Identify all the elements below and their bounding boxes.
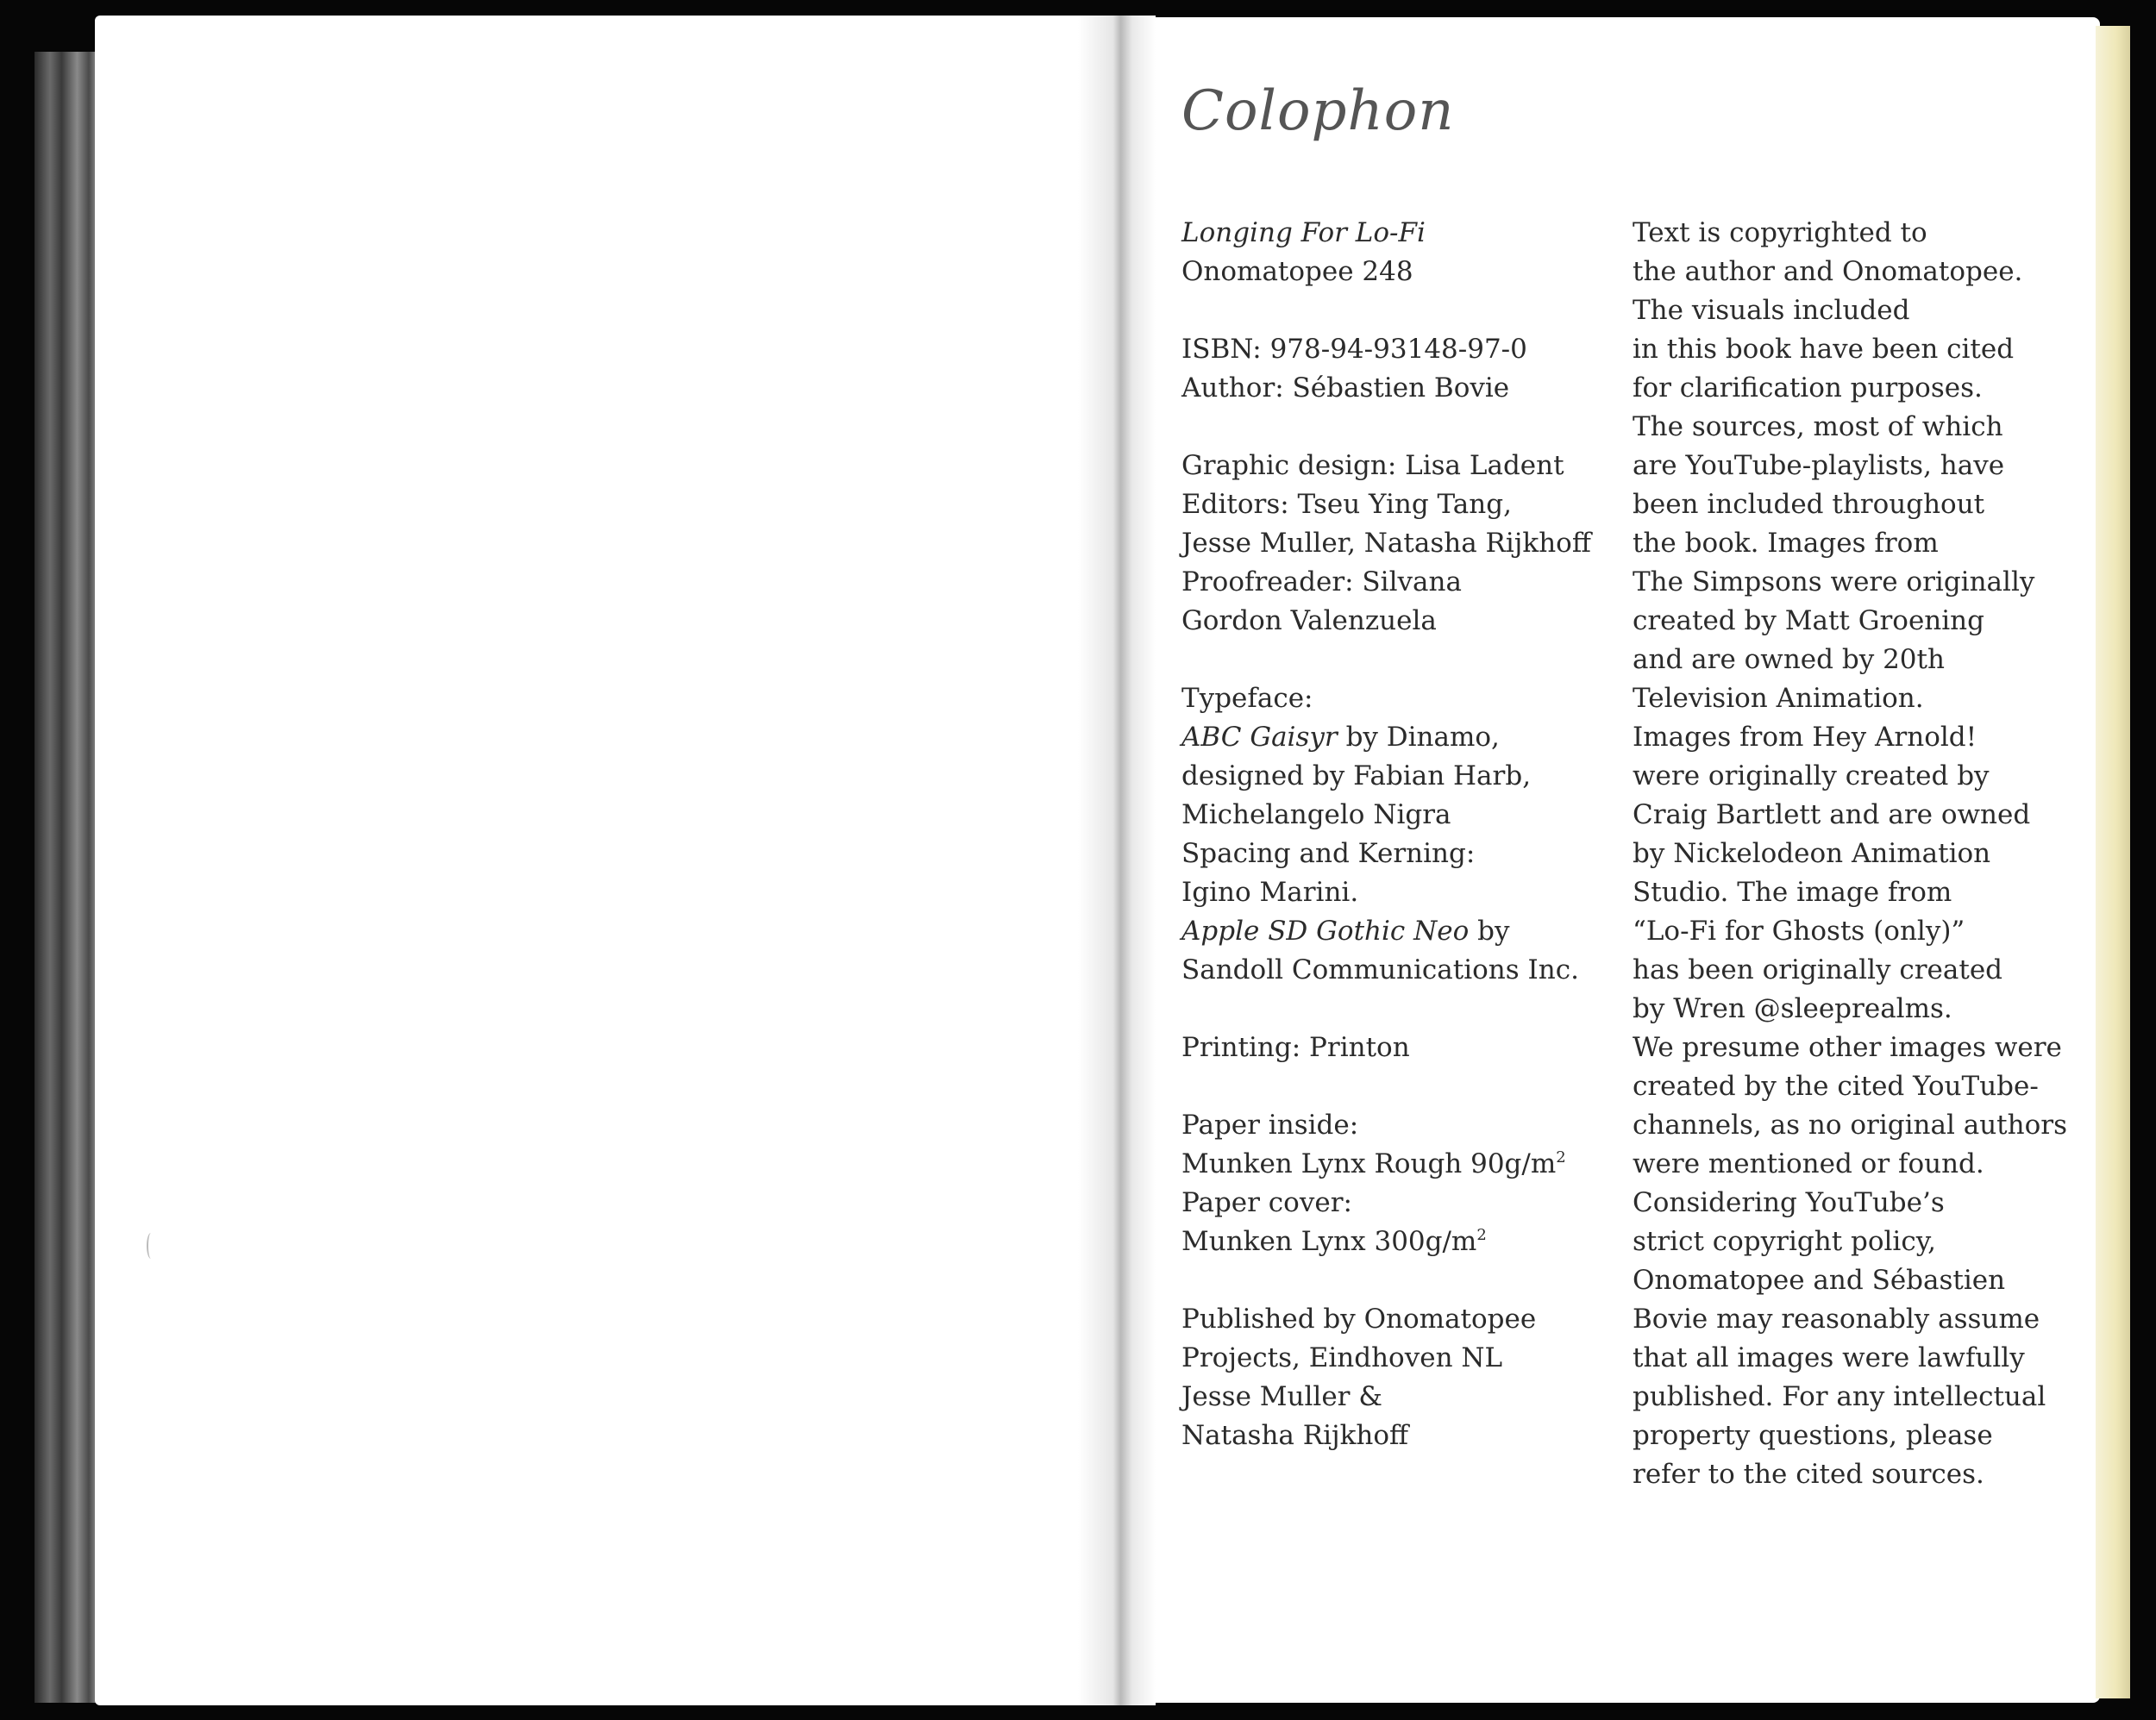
published-line-1: Published by Onomatopee bbox=[1181, 1304, 1537, 1335]
copyright-line: published. For any intellectual bbox=[1633, 1381, 2046, 1412]
typeface-1-spacing: Spacing and Kerning: bbox=[1181, 838, 1476, 869]
cover-edge bbox=[2096, 26, 2130, 1698]
copyright-line: are YouTube-playlists, have bbox=[1633, 450, 2005, 481]
copyright-line: “Lo-Fi for Ghosts (only)” bbox=[1633, 916, 1965, 947]
author: Author: Sébastien Bovie bbox=[1181, 372, 1510, 403]
page-title: Colophon bbox=[1181, 79, 1455, 143]
paper-cover-label: Paper cover: bbox=[1181, 1187, 1352, 1218]
copyright-line: Onomatopee and Sébastien bbox=[1633, 1265, 2006, 1296]
copyright-line: by Wren @sleeprealms. bbox=[1633, 993, 1952, 1024]
left-page-blank bbox=[95, 16, 1117, 1705]
page-mark bbox=[147, 1233, 155, 1259]
copyright-line: the book. Images from bbox=[1633, 528, 1939, 559]
proofreader-line-1: Proofreader: Silvana bbox=[1181, 566, 1462, 597]
copyright-line: been included throughout bbox=[1633, 489, 1985, 520]
copyright-line: Bovie may reasonably assume bbox=[1633, 1304, 2040, 1335]
paper-inside-value bbox=[1181, 1145, 1591, 1184]
published-line-4: Natasha Rijkhoff bbox=[1181, 1420, 1409, 1451]
copyright-line: for clarification purposes. bbox=[1633, 372, 1983, 403]
copyright-line: channels, as no original authors bbox=[1633, 1110, 2067, 1141]
copyright-line: Studio. The image from bbox=[1633, 877, 1952, 908]
copyright-column bbox=[1633, 214, 2067, 1494]
copyright-line: created by the cited YouTube- bbox=[1633, 1071, 2039, 1102]
copyright-line: created by Matt Groening bbox=[1633, 605, 1984, 636]
typeface-2-company: Sandoll Communications Inc. bbox=[1181, 954, 1579, 985]
paper-cover-text: Munken Lynx 300g/m bbox=[1181, 1226, 1477, 1257]
copyright-line: We presume other images were bbox=[1633, 1032, 2062, 1063]
book-gutter bbox=[1078, 16, 1156, 1705]
paper-inside-label: Paper inside: bbox=[1181, 1110, 1359, 1141]
superscript: 2 bbox=[1556, 1148, 1566, 1166]
paper-cover-value bbox=[1181, 1223, 1591, 1261]
colophon-details-column bbox=[1181, 214, 1591, 1455]
copyright-line: in this book have been cited bbox=[1633, 334, 2015, 365]
typeface-2 bbox=[1181, 912, 1591, 951]
copyright-line: The sources, most of which bbox=[1633, 411, 2003, 442]
copyright-line: and are owned by 20th bbox=[1633, 644, 1945, 675]
editors-line-2: Jesse Muller, Natasha Rijkhoff bbox=[1181, 528, 1591, 559]
typeface-1-designed: designed by Fabian Harb, bbox=[1181, 760, 1532, 791]
copyright-line: the author and Onomatopee. bbox=[1633, 256, 2023, 287]
copyright-line: has been originally created bbox=[1633, 954, 2003, 985]
copyright-line: property questions, please bbox=[1633, 1420, 1993, 1451]
copyright-line: that all images were lawfully bbox=[1633, 1342, 2025, 1373]
graphic-design: Graphic design: Lisa Ladent bbox=[1181, 450, 1564, 481]
copyright-line: Considering YouTube’s bbox=[1633, 1187, 1945, 1218]
typeface-1-designer2: Michelangelo Nigra bbox=[1181, 799, 1451, 830]
copyright-line: Images from Hey Arnold! bbox=[1633, 722, 1977, 753]
typeface-1-by: by Dinamo, bbox=[1337, 722, 1500, 753]
typeface-2-name: Apple SD Gothic Neo bbox=[1181, 916, 1470, 947]
typeface-1 bbox=[1181, 718, 1591, 757]
copyright-line: Craig Bartlett and are owned bbox=[1633, 799, 2031, 830]
typeface-2-by: by bbox=[1469, 916, 1510, 947]
isbn: ISBN: 978-94-93148-97-0 bbox=[1181, 334, 1527, 365]
proofreader-line-2: Gordon Valenzuela bbox=[1181, 605, 1437, 636]
copyright-line: The visuals included bbox=[1633, 295, 1910, 326]
editors-line-1: Editors: Tseu Ying Tang, bbox=[1181, 489, 1512, 520]
printing: Printing: Printon bbox=[1181, 1032, 1410, 1063]
copyright-line: were mentioned or found. bbox=[1633, 1148, 1984, 1179]
copyright-line: strict copyright policy, bbox=[1633, 1226, 1936, 1257]
copyright-line: refer to the cited sources. bbox=[1633, 1459, 1984, 1490]
series-number: Onomatopee 248 bbox=[1181, 256, 1413, 287]
typeface-1-name: ABC Gaisyr bbox=[1181, 722, 1338, 753]
published-line-2: Projects, Eindhoven NL bbox=[1181, 1342, 1503, 1373]
typeface-1-kerner: Igino Marini. bbox=[1181, 877, 1359, 908]
copyright-line: by Nickelodeon Animation bbox=[1633, 838, 1991, 869]
copyright-line: Television Animation. bbox=[1633, 683, 1924, 714]
book-title: Longing For Lo-Fi bbox=[1181, 217, 1426, 248]
superscript: 2 bbox=[1476, 1226, 1487, 1244]
copyright-line: were originally created by bbox=[1633, 760, 1990, 791]
copyright-line: Text is copyrighted to bbox=[1633, 217, 1927, 248]
published-line-3: Jesse Muller & bbox=[1181, 1381, 1382, 1412]
copyright-line: The Simpsons were originally bbox=[1633, 566, 2035, 597]
paper-inside-text: Munken Lynx Rough 90g/m bbox=[1181, 1148, 1557, 1179]
typeface-label: Typeface: bbox=[1181, 683, 1313, 714]
